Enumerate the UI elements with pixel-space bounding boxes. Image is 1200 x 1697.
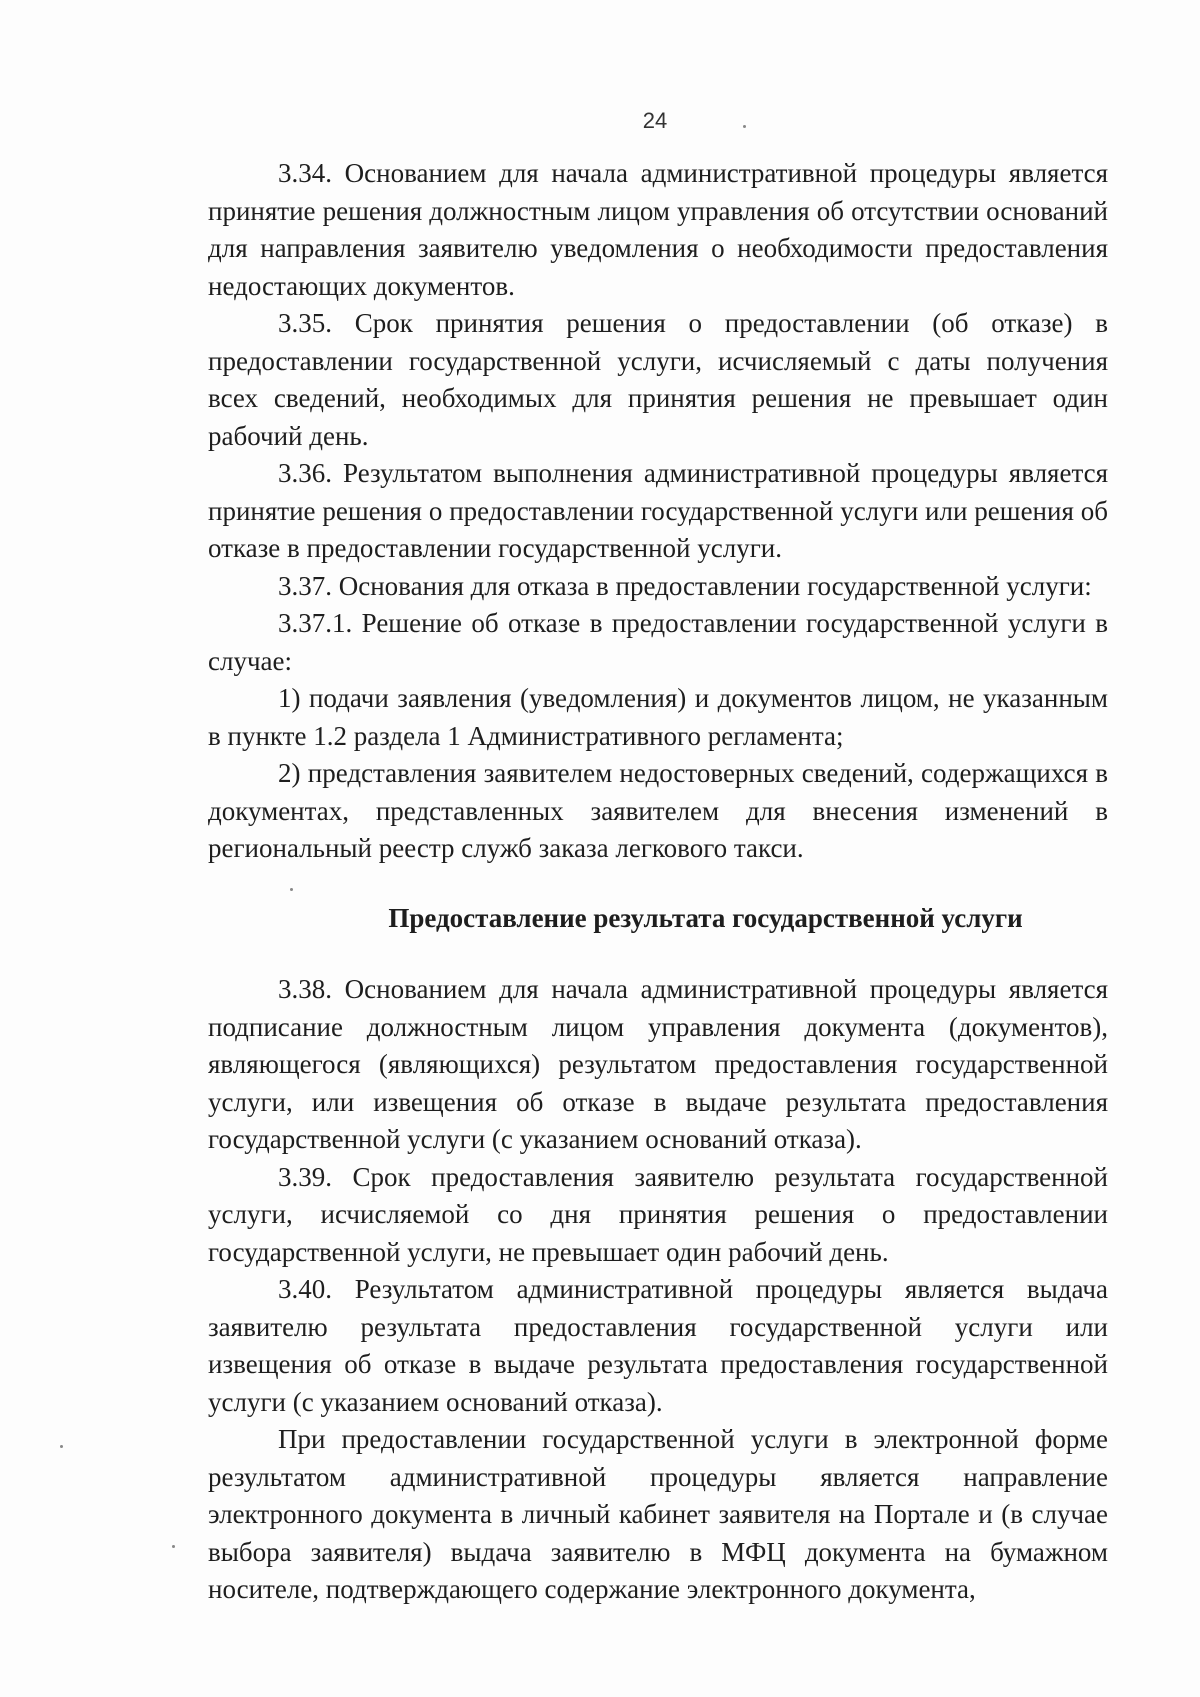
- scan-speck: [290, 888, 293, 891]
- paragraph-3-35: 3.35. Срок принятия решения о предоставлении (об отказе) в предоставлении государственной услуги, исчисляемый с даты получения всех сведений, необходимых для принятия решения не превышает один рабочий день.: [208, 308, 1108, 451]
- paragraph-3-38: 3.38. Основанием для начала административной процедуры является подписание должностным лицом управления документа (документов), являющегося (являющихся) результатом предоставления государственной услуги, или извещения об отказе в выдаче результата предоставления государственной услуги (с указанием оснований отказа).: [208, 974, 1108, 1154]
- list-item-2: 2) представления заявителем недостоверных сведений, содержащихся в документах, представленных заявителем для внесения изменений в региональный реестр служб заказа легкового такси.: [208, 758, 1108, 863]
- section-heading: Предоставление результата государственной услуги: [388, 902, 1023, 933]
- paragraph-3-39: 3.39. Срок предоставления заявителю результата государственной услуги, исчисляемой со дня принятия решения о предоставлении государственной услуги, не превышает один рабочий день.: [208, 1161, 1108, 1267]
- paragraph-3-40: 3.40. Результатом административной процедуры является выдача заявителю результата предоставления государственной услуги или извещения об отказе в выдаче результата предоставления государственной услуги (с указанием оснований отказа).: [208, 1274, 1108, 1417]
- page-number: 24: [642, 108, 668, 133]
- paragraph-3-37-1: 3.37.1. Решение об отказе в предоставлении государственной услуги в случае:: [208, 608, 1108, 676]
- paragraph-3-36: 3.36. Результатом выполнения административной процедуры является принятие решения о предоставлении государственной услуги или решения об отказе в предоставлении государственной услуги.: [208, 458, 1108, 563]
- paragraph-electronic-form: При предоставлении государственной услуги в электронной форме результатом административной процедуры является направление электронного документа в личный кабинет заявителя на Портале и (в случае выбора заявителя) выдача заявителю в МФЦ документа на бумажном носителе, подтверждающего содержание электронного документа,: [208, 1424, 1108, 1604]
- scan-speck: [172, 1545, 175, 1548]
- document-body: [208, 155, 1108, 1609]
- list-item-1: 1) подачи заявления (уведомления) и документов лицом, не указанным в пункте 1.2 раздела 1 Административного регламента;: [208, 683, 1108, 751]
- paragraph-3-34: 3.34. Основанием для начала административной процедуры является принятие решения должностным лицом управления об отсутствии оснований для направления заявителю уведомления о необходимости предоставления недостающих документов.: [208, 158, 1108, 301]
- scan-speck: [60, 1445, 63, 1448]
- scan-speck: [743, 125, 746, 128]
- paragraph-3-37: 3.37. Основания для отказа в предоставлении государственной услуги:: [278, 570, 1092, 601]
